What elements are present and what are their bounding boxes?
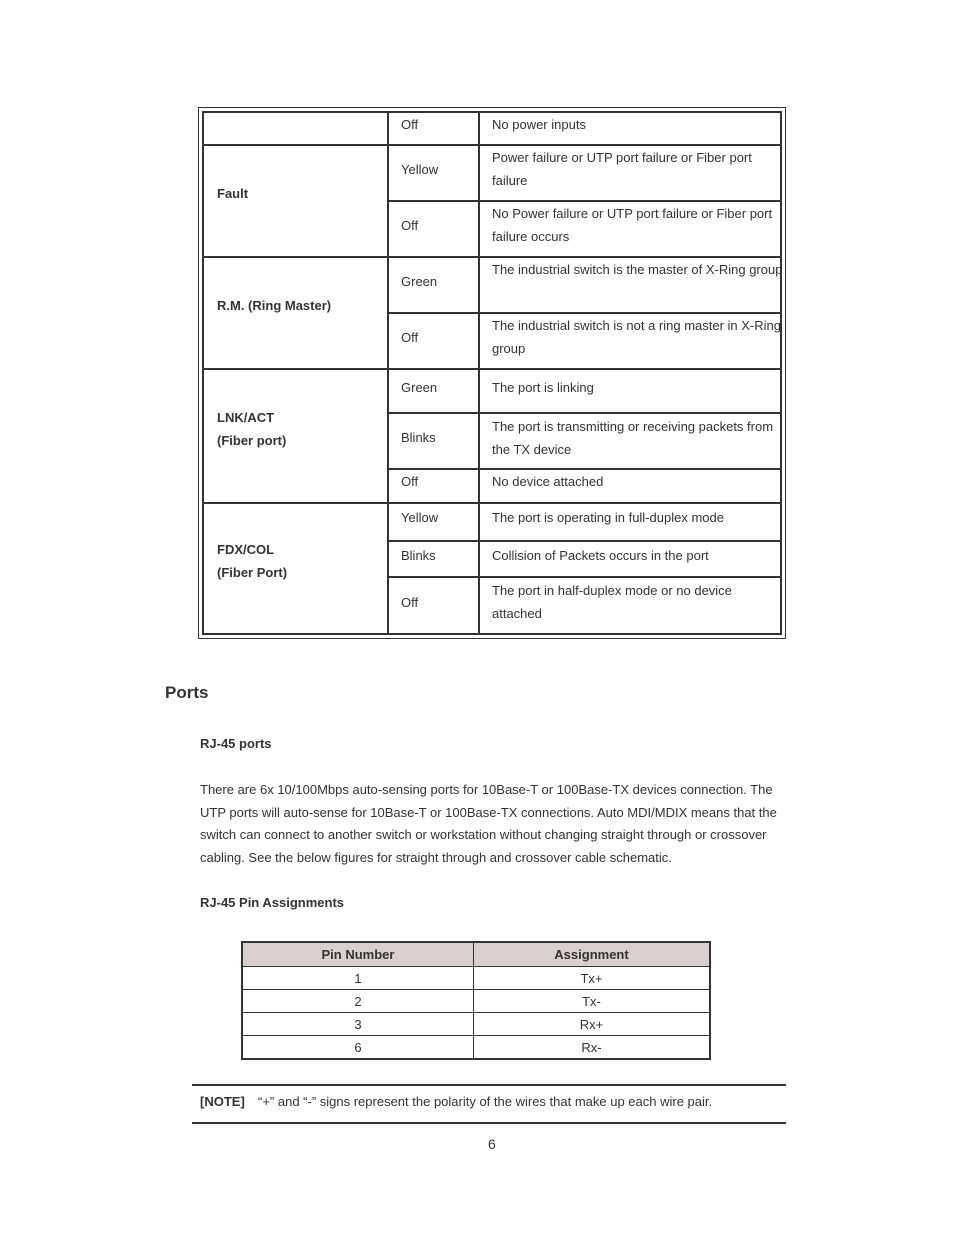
led-color: Yellow: [401, 510, 439, 525]
led-color: Off: [401, 330, 419, 345]
led-group-ring-master: R.M. (Ring Master): [217, 298, 332, 313]
led-description: The industrial switch is the master of X-Ring group: [492, 262, 783, 277]
section-heading-ports: Ports: [165, 683, 209, 702]
table-row: [242, 1036, 710, 1060]
assignment-cell: Tx-: [474, 990, 711, 1013]
table-row: [242, 967, 710, 990]
led-description: The port is linking: [492, 380, 594, 395]
led-description: No device attached: [492, 474, 604, 489]
led-color: Off: [401, 218, 419, 233]
rj45-description-paragraph: There are 6x 10/100Mbps auto-sensing ports for 10Base-T or 100Base-TX devices connection. The UTP ports will auto-sense for 10Base-T or 100Base-TX connections. Auto MDI/MDIX means that the switch can connect to another switch or workstation without changing straight through or crossover cabling. See the below figures for straight through and crossover cable schematic.: [200, 782, 777, 866]
led-group-fault: Fault: [217, 186, 249, 201]
pin-number-cell: 3: [242, 1013, 474, 1036]
note-text: “+” and “-” signs represent the polarity of the wires that make up each wire pair.: [258, 1094, 713, 1109]
led-group-fdx-col-sub: (Fiber Port): [217, 565, 288, 580]
pin-assignment-table: [241, 941, 711, 1060]
table-row: [242, 1013, 710, 1036]
led-description: The port is operating in full-duplex mode: [492, 510, 724, 525]
pin-number-cell: 1: [242, 967, 474, 990]
led-color: Off: [401, 474, 419, 489]
column-header-assignment: Assignment: [474, 942, 711, 967]
led-description: No Power failure or UTP port failure or Fiber port failure occurs: [492, 206, 773, 244]
led-group-lnk-act-sub: (Fiber port): [217, 433, 287, 448]
led-group-lnk-act: LNK/ACT: [217, 410, 275, 425]
note-label: [NOTE]: [200, 1094, 245, 1109]
pin-number-cell: 6: [242, 1036, 474, 1060]
subheading-pin-assignments: RJ-45 Pin Assignments: [200, 895, 345, 910]
assignment-cell: Tx+: [474, 967, 711, 990]
led-color: Green: [401, 380, 438, 395]
led-color: Off: [401, 117, 419, 132]
led-color: Blinks: [401, 430, 436, 445]
table-row: [242, 990, 710, 1013]
assignment-cell: Rx+: [474, 1013, 711, 1036]
column-header-pin-number: Pin Number: [242, 942, 474, 967]
page-number: 6: [488, 1136, 496, 1152]
led-group-fdx-col: FDX/COL: [217, 542, 275, 557]
table-header-row: [242, 942, 710, 967]
led-color: Blinks: [401, 548, 436, 563]
note-box: [192, 1084, 786, 1124]
led-color: Off: [401, 595, 419, 610]
subheading-rj45-ports: RJ-45 ports: [200, 736, 272, 751]
pin-number-cell: 2: [242, 990, 474, 1013]
led-table: [198, 107, 786, 639]
led-color: Green: [401, 274, 438, 289]
led-color: Yellow: [401, 162, 439, 177]
led-description: No power inputs: [492, 117, 586, 132]
led-description: Collision of Packets occurs in the port: [492, 548, 709, 563]
led-description: The port in half-duplex mode or no device attached: [492, 583, 732, 621]
led-table-grid: [202, 111, 782, 635]
led-description: The port is transmitting or receiving packets from the TX device: [492, 419, 774, 457]
led-description: The industrial switch is not a ring master in X-Ring group: [492, 318, 782, 356]
assignment-cell: Rx-: [474, 1036, 711, 1060]
led-description: Power failure or UTP port failure or Fiber port failure: [492, 150, 752, 188]
